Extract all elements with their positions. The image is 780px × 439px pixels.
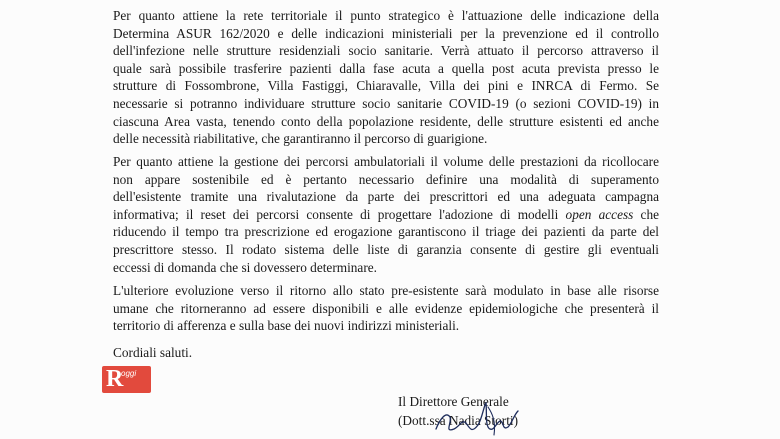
text-line: eccessi di domanda che si dovessero determinare. [113, 259, 377, 275]
text-line: dell'infezione nelle strutture residenziali socio sanitarie. Verrà attuato il percorso attraverso il [113, 43, 659, 59]
text-line: ciascuna Area vasta, tenendo conto della popolazione residente, delle strutture esistenti ed anche [113, 113, 659, 129]
text-line: necessarie si potranno individuare strutture socio sanitarie COVID-19 (o sezioni COVID-19) in [113, 95, 659, 111]
text-line: umane che ritorneranno ad essere disponibili e alle evidenze epidemiologiche che presenterà il [113, 300, 659, 316]
text-segment: informativa; il reset dei percorsi consente di progettare l'adozione di modelli [113, 206, 566, 222]
text-line: Determina ASUR 162/2020 e delle indicazioni ministeriali per la prevenzione ed il controllo [113, 25, 659, 41]
roggi-logo [102, 366, 151, 393]
paragraph-territorial-network [113, 7, 659, 148]
paragraph-evolution [113, 282, 659, 335]
text-line: dell'esistente tramite una rivalutazione da parte dei prescrittori ed una adeguata campagna [113, 189, 659, 205]
signature-stroke [436, 403, 518, 430]
emphasis-open-access: open access [565, 206, 634, 222]
text-line: delle necessità riabilitative, che garantiranno il percorso di guarigione. [113, 131, 488, 147]
text-line: strutture di Fossombrone, Villa Fastiggi, Chiaravalle, Villa dei pini e INRCA di Fermo. Se [113, 78, 659, 94]
text-line: prescrittore stesso. Il rodato sistema delle liste di garanzia consente di gestire gli eventuali [113, 241, 659, 257]
text-line: L'ulteriore evoluzione verso il ritorno allo stato pre-esistente sarà modulato in base alle risorse [113, 283, 659, 298]
signature-title: Il Direttore Generale [398, 394, 509, 409]
text-line: territorio di afferenza e sulla base dei nuovi indirizzi ministeriali. [113, 318, 460, 334]
text-line: non appare sostenibile ed è pertanto necessario definire una modalità di superamento [113, 171, 659, 187]
logo-small-text: oggi [121, 369, 137, 378]
signature-stroke [488, 407, 495, 435]
handwritten-signature [430, 399, 530, 439]
text-line [113, 206, 659, 224]
signature-name: (Dott.ssa Nadia Storti) [398, 413, 519, 428]
logo-letter: R [106, 366, 124, 392]
text-segment: che [633, 206, 660, 222]
text-line: quale sarà possibile trasferire pazienti dalla fase acuta a quella post acuta prevista presso le [113, 60, 659, 76]
paragraph-outpatient-services [113, 153, 659, 276]
text-line: Per quanto attiene la gestione dei percorsi ambulatoriali il volume delle prestazioni da ricollocare [113, 154, 659, 169]
text-line: riducendo il tempo tra prescrizione ed erogazione garantiscono il triage dei pazienti da parte del [113, 224, 659, 240]
closing-greeting: Cordiali saluti. [113, 345, 193, 360]
text-line: Per quanto attiene la rete territoriale il punto strategico è l'attuazione delle indicazione della [113, 8, 659, 23]
